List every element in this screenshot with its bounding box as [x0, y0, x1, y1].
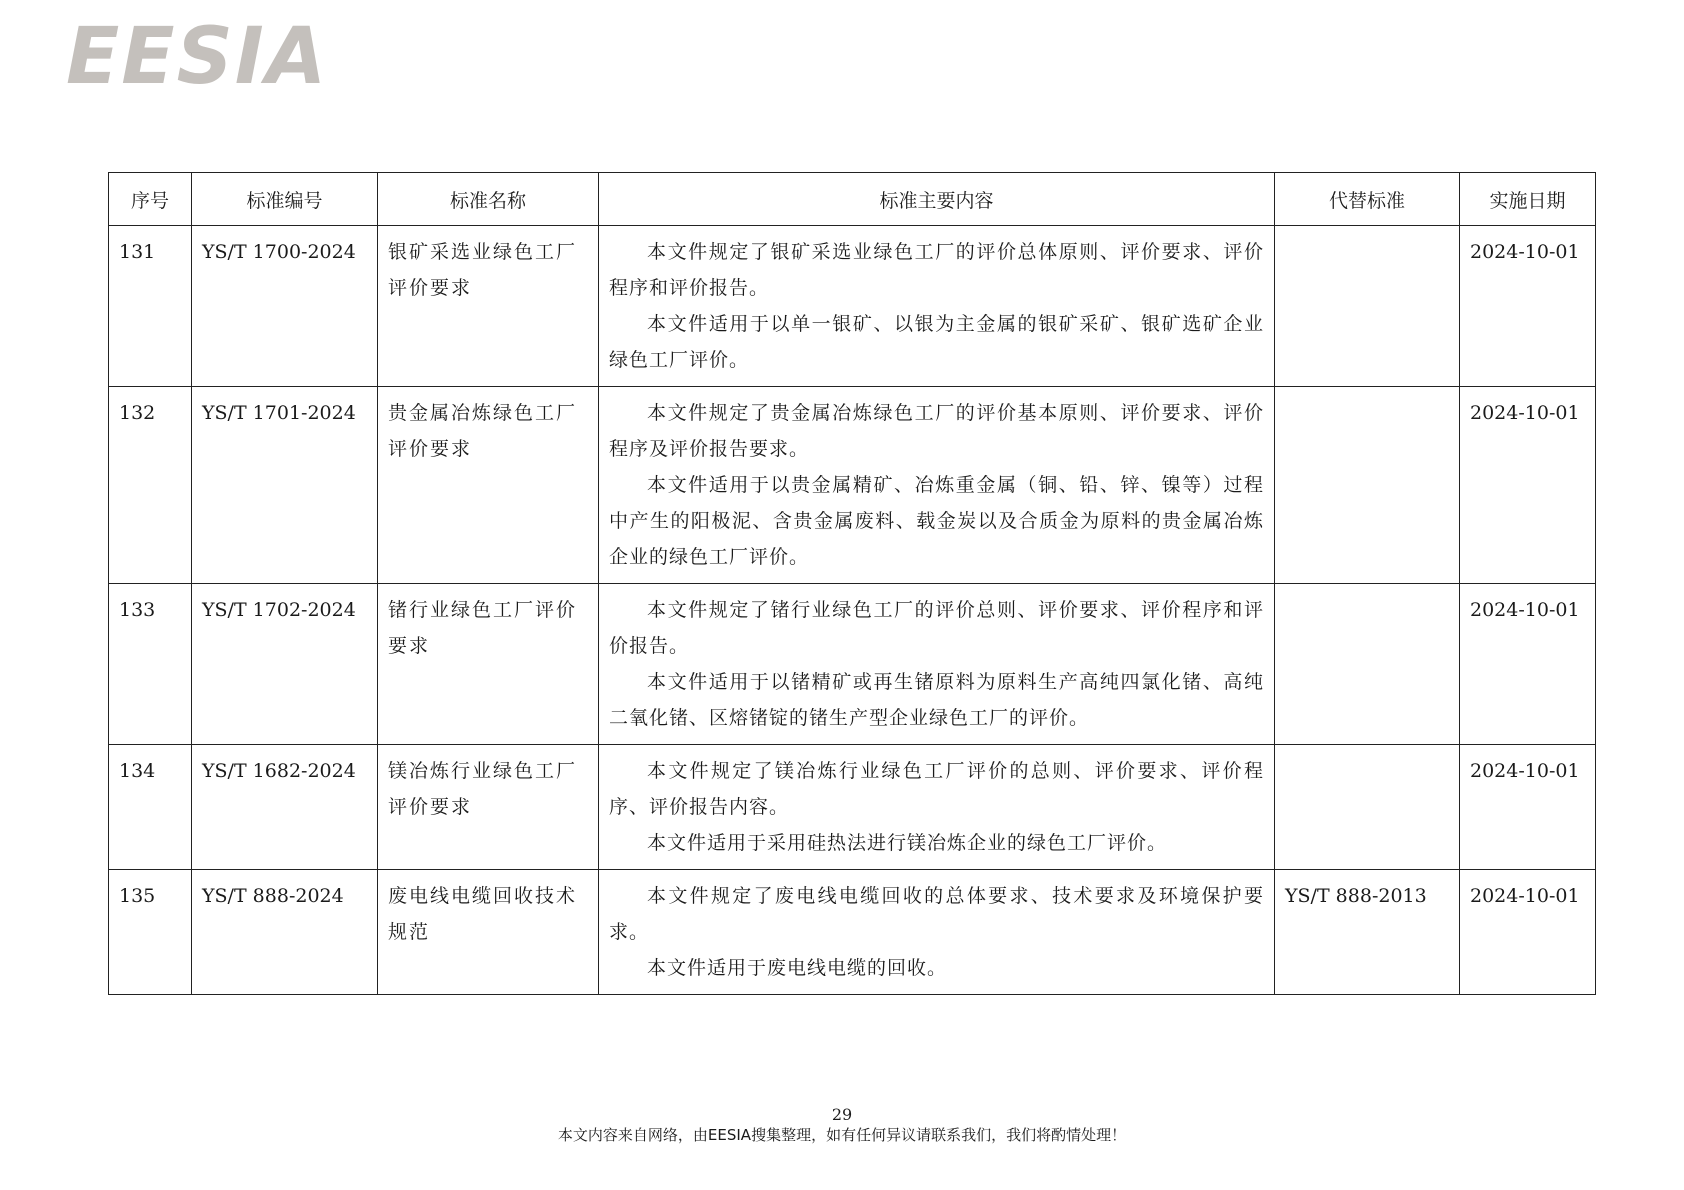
effective-date: 2024-10-01	[1460, 387, 1596, 584]
column-header-content: 标准主要内容	[599, 173, 1275, 226]
content-paragraph: 本文件规定了废电线电缆回收的总体要求、技术要求及环境保护要求。	[609, 885, 1264, 943]
standard-code: YS/T 888-2024	[192, 870, 378, 995]
content-paragraph: 本文件适用于废电线电缆的回收。	[647, 957, 948, 979]
row-number: 134	[109, 745, 192, 870]
standard-name: 废电线电缆回收技术规范	[378, 870, 599, 995]
table-row	[109, 870, 1596, 995]
content-paragraph: 本文件规定了银矿采选业绿色工厂的评价总体原则、评价要求、评价程序和评价报告。	[609, 241, 1264, 299]
row-number: 135	[109, 870, 192, 995]
standard-code: YS/T 1682-2024	[192, 745, 378, 870]
standard-code: YS/T 1701-2024	[192, 387, 378, 584]
effective-date: 2024-10-01	[1460, 870, 1596, 995]
effective-date: 2024-10-01	[1460, 745, 1596, 870]
table-header-row	[109, 173, 1596, 226]
effective-date: 2024-10-01	[1460, 584, 1596, 745]
column-header-name: 标准名称	[378, 173, 599, 226]
standard-content	[599, 745, 1275, 870]
content-paragraph: 本文件适用于以单一银矿、以银为主金属的银矿采矿、银矿选矿企业绿色工厂评价。	[609, 313, 1264, 371]
replaced-standard	[1275, 387, 1460, 584]
column-header-number: 序号	[109, 173, 192, 226]
effective-date: 2024-10-01	[1460, 226, 1596, 387]
content-paragraph: 本文件规定了贵金属冶炼绿色工厂的评价基本原则、评价要求、评价程序及评价报告要求。	[609, 402, 1264, 460]
column-header-code: 标准编号	[192, 173, 378, 226]
row-number: 133	[109, 584, 192, 745]
table-row	[109, 745, 1596, 870]
table-row	[109, 584, 1596, 745]
standard-content	[599, 870, 1275, 995]
standard-code: YS/T 1700-2024	[192, 226, 378, 387]
replaced-standard: YS/T 888-2013	[1275, 870, 1460, 995]
standard-code: YS/T 1702-2024	[192, 584, 378, 745]
content-paragraph: 本文件适用于以锗精矿或再生锗原料为原料生产高纯四氯化锗、高纯二氧化锗、区熔锗锭的锗生产型企业绿色工厂的评价。	[609, 671, 1264, 729]
standard-name: 贵金属冶炼绿色工厂评价要求	[378, 387, 599, 584]
standard-name: 锗行业绿色工厂评价要求	[378, 584, 599, 745]
column-header-date: 实施日期	[1460, 173, 1596, 226]
table-row	[109, 387, 1596, 584]
replaced-standard	[1275, 226, 1460, 387]
replaced-standard	[1275, 745, 1460, 870]
row-number: 131	[109, 226, 192, 387]
standard-content	[599, 387, 1275, 584]
column-header-replaces: 代替标准	[1275, 173, 1460, 226]
content-paragraph: 本文件适用于采用硅热法进行镁冶炼企业的绿色工厂评价。	[647, 832, 1168, 854]
eesia-logo: EESIA	[66, 12, 329, 102]
standard-name: 银矿采选业绿色工厂评价要求	[378, 226, 599, 387]
replaced-standard	[1275, 584, 1460, 745]
footer-disclaimer: 本文内容来自网络，由EESIA搜集整理，如有任何异议请联系我们，我们将酌情处理！	[557, 1126, 1127, 1144]
standards-table	[108, 172, 1596, 995]
row-number: 132	[109, 387, 192, 584]
content-paragraph: 本文件规定了镁冶炼行业绿色工厂评价的总则、评价要求、评价程序、评价报告内容。	[609, 760, 1264, 818]
standard-name: 镁冶炼行业绿色工厂评价要求	[378, 745, 599, 870]
content-paragraph: 本文件规定了锗行业绿色工厂的评价总则、评价要求、评价程序和评价报告。	[609, 599, 1264, 657]
standard-content	[599, 584, 1275, 745]
table-row	[109, 226, 1596, 387]
content-paragraph: 本文件适用于以贵金属精矿、冶炼重金属（铜、铅、锌、镍等）过程中产生的阳极泥、含贵金属废料、载金炭以及合质金为原料的贵金属冶炼企业的绿色工厂评价。	[609, 474, 1264, 568]
standard-content	[599, 226, 1275, 387]
page-number: 29	[831, 1105, 853, 1124]
